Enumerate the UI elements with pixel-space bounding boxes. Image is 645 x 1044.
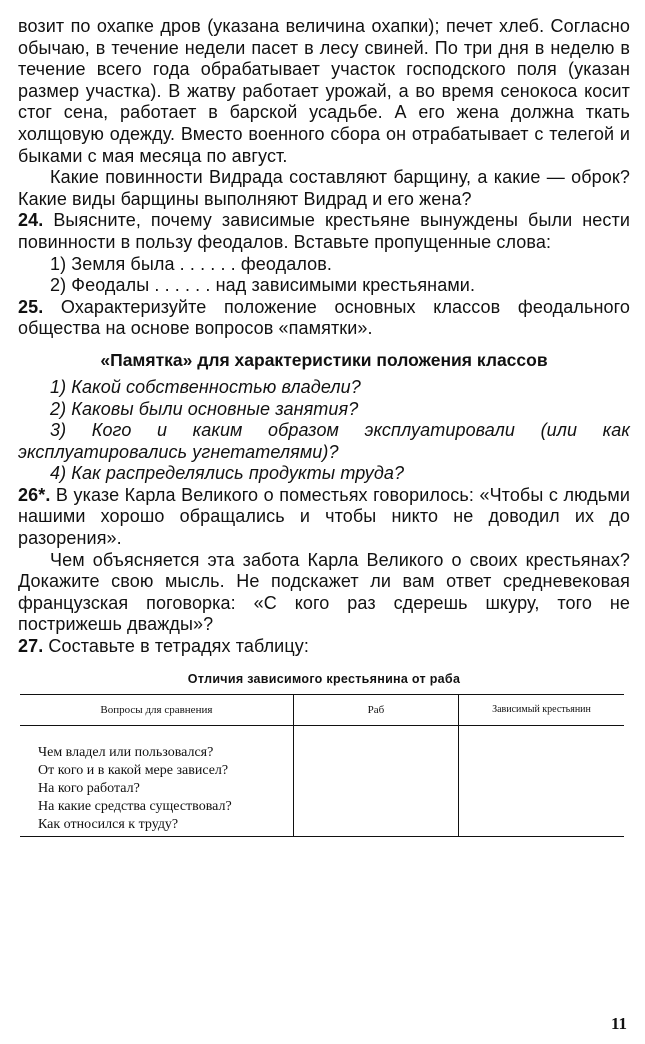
task-25-number: 25.	[18, 296, 44, 317]
table-question: Как относился к труду?	[38, 816, 179, 832]
memo-item-4: 4) Как распределялись продукты труда?	[50, 463, 405, 484]
table-body-row	[20, 725, 624, 836]
task-24	[18, 210, 630, 253]
table-question: На какие средства существовал?	[38, 798, 232, 814]
task-26-number: 26*.	[18, 484, 51, 505]
task-27-text: Составьте в тетрадях таблицу:	[43, 636, 309, 657]
task-24-item-1: 1) Земля была . . . . . . феодалов.	[50, 253, 333, 274]
memo-title: «Памятка» для характеристики положения классов	[100, 349, 548, 370]
header-dependent-peasant: Зависимый крестьянин	[458, 694, 624, 725]
header-slave: Раб	[293, 694, 458, 725]
page-number: 11	[610, 1014, 627, 1033]
comparison-table	[20, 694, 624, 837]
questions-cell	[20, 725, 293, 836]
memo-item-3: 3) Кого и каким образом эксплуатировали (или как эксплуатировались угнетателями)?	[18, 420, 630, 462]
paragraph-question: Какие повинности Видрада составляют барщину, а какие — оброк? Какие виды барщины выполняют Видрад и его жена?	[18, 167, 630, 209]
task-27-number: 27.	[18, 636, 44, 657]
memo-item-1: 1) Какой собственностью владели?	[50, 376, 361, 397]
memo-item-2: 2) Каковы были основные занятия?	[50, 398, 359, 419]
slave-answer-cell	[293, 725, 458, 836]
textbook-page	[18, 16, 630, 837]
task-24-item-2: 2) Феодалы . . . . . . над зависимыми крестьянами.	[50, 275, 476, 296]
table-header-row	[20, 694, 624, 725]
table-question: На кого работал?	[38, 780, 140, 796]
table-caption: Отличия зависимого крестьянина от раба	[187, 671, 461, 686]
task-26-followup: Чем объясняется эта забота Карла Великого о своих крестьянах? Докажите свою мысль. Не подскажет ли вам ответ средневековая французская поговорка: «С кого раз сдерешь шкуру, того не пострижешь дважды»?	[18, 549, 630, 635]
table-question: Чем владел или пользовался?	[38, 744, 214, 760]
task-24-text: Выясните, почему зависимые крестьяне вынуждены были нести повинности в пользу феодалов. Вставьте пропущенные слова:	[18, 210, 630, 252]
table-question: От кого и в какой мере зависел?	[38, 762, 229, 778]
task-27	[18, 636, 630, 658]
task-26	[18, 485, 630, 550]
task-24-number: 24.	[18, 210, 44, 231]
task-26-text: В указе Карла Великого о поместьях говорилось: «Чтобы с людьми нашими хорошо обращались и чтобы никто не доводил их до разорения».	[18, 484, 630, 549]
peasant-answer-cell	[458, 725, 624, 836]
header-questions: Вопросы для сравнения	[20, 694, 293, 725]
task-25	[18, 297, 630, 340]
paragraph-intro: возит по охапке дров (указана величина охапки); печет хлеб. Согласно обычаю, в течение недели пасет в лесу свиней. По три дня в неделю в течение всего года обрабатывает участок господского поля (указан размер участка). В жатву работает урожай, а во время сенокоса косит стог сена, работает в барской усадьбе. А его жена должна ткать холщовую одежду. Вместо военного сбора он отрабатывает с телегой и быками с мая месяца по август.	[18, 16, 630, 166]
task-25-text: Охарактеризуйте положение основных классов феодального общества на основе вопросов «памятки».	[18, 296, 630, 339]
